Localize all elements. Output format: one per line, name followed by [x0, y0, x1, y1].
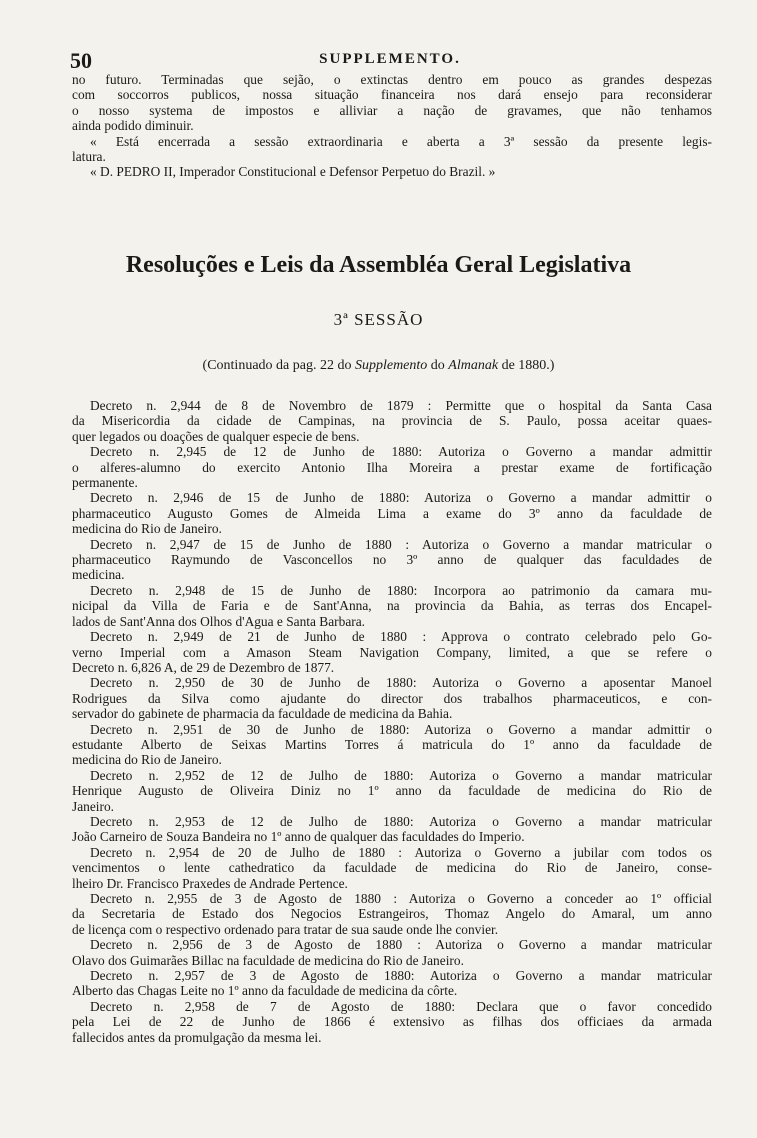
intro-line: no futuro. Terminadas que sejão, o extinctas dentro em pouco as grandes despezas: [72, 72, 712, 87]
decree-entry: [72, 490, 712, 536]
decree-line: Decreto n. 2,946 de 15 de Junho de 1880: Autoriza o Governo a mandar admittir o: [90, 490, 712, 506]
decree-entry: [72, 444, 712, 490]
decree-line: Olavo dos Guimarães Billac na faculdade de medicina do Rio de Janeiro.: [72, 952, 464, 968]
continuation-italic: Supplemento: [354, 358, 428, 373]
decree-line: quer legados ou doações de qualquer especie de bens.: [72, 428, 360, 444]
continuation-note: [0, 358, 757, 374]
decree-entry: [72, 583, 712, 629]
intro-line: ainda podido diminuir.: [72, 118, 194, 134]
decree-line: medicina.: [72, 567, 125, 583]
decree-line: Decreto n. 2,951 de 30 de Junho de 1880: Autoriza o Governo a mandar admittir o: [90, 721, 712, 737]
decree-line: Alberto das Chagas Leite no 1º anno da faculdade de medicina da côrte.: [72, 983, 458, 999]
intro-line: com soccorros publicos, nossa situação financeira nos dará ensejo para reconsiderar: [72, 87, 712, 103]
decree-line: nicipal da Villa de Faria e de Sant'Anna, na provincia da Bahia, as terras dos Encapel-: [72, 598, 712, 614]
decree-line: pela Lei de 22 de Junho de 1866 é extensivo as filhas dos officiaes da armada: [72, 1014, 712, 1030]
decree-line: Decreto n. 2,957 de 3 de Agosto de 1880: Autoriza o Governo a mandar matricular: [90, 968, 712, 984]
decree-line: João Carneiro de Souza Bandeira no 1º anno de qualquer das faculdades do Imperio.: [72, 829, 525, 845]
decree-line: Decreto n. 2,947 de 15 de Junho de 1880 : Autoriza o Governo a mandar matricular o: [90, 536, 712, 552]
decree-line: Rodrigues da Silva como ajudante do director dos trabalhos pharmaceuticos, e con-: [72, 690, 712, 706]
decree-entry: [72, 537, 712, 583]
decree-line: da Misericordia da cidade de Campinas, na provincia de S. Paulo, possa aceitar quaes-: [72, 413, 712, 429]
decree-entry: [72, 968, 712, 999]
decree-line: Decreto n. 2,950 de 30 de Junho de 1880: Autoriza o Governo a aposentar Manoel: [90, 675, 712, 691]
decree-line: lheiro Dr. Francisco Praxedes de Andrade Pertence.: [72, 875, 348, 891]
decree-line: medicina do Rio de Janeiro.: [72, 521, 222, 537]
running-head: SUPPLEMENTO.: [319, 51, 461, 67]
section-title: Resoluções e Leis da Assembléa Geral Legislativa: [125, 252, 632, 278]
continuation-part: (Continuado da pag. 22 do: [202, 358, 355, 373]
decree-line: pharmaceutico Raymundo de Vasconcellos no 3º anno de qualquer das faculdades de: [72, 552, 712, 568]
decree-line: medicina do Rio de Janeiro.: [72, 752, 222, 768]
decree-line: o alferes-alumno do exercito Antonio Ilha Moreira a prestar exame de fortificação: [72, 459, 712, 475]
decree-entry: [72, 398, 712, 444]
intro-line: o nosso systema de impostos e alliviar a nação de gravames, que não tenhamos: [72, 102, 712, 118]
intro-line: « Está encerrada a sessão extraordinaria e aberta a 3ª sessão da presente legis-: [90, 133, 712, 149]
intro-line: « D. PEDRO II, Imperador Constitucional e Defensor Perpetuo do Brazil. »: [90, 164, 496, 180]
decree-line: Decreto n. 2,944 de 8 de Novembro de 1879 : Permitte que o hospital da Santa Casa: [90, 398, 712, 413]
continuation-part: de 1880.): [498, 358, 555, 373]
decree-line: permanente.: [72, 475, 138, 491]
page-header: [70, 48, 710, 73]
decree-line: Decreto n. 2,958 de 7 de Agosto de 1880: Declara que o favor concedido: [90, 998, 712, 1014]
decree-entry: [72, 845, 712, 891]
decree-line: pharmaceutico Augusto Gomes de Almeida Lima a exame do 3º anno da faculdade de: [72, 505, 712, 521]
continuation-italic: Almanak: [448, 358, 499, 373]
decree-line: Decreto n. 2,956 de 3 de Agosto de 1880 : Autoriza o Governo a mandar matricular: [90, 937, 712, 953]
decree-line: da Secretaria de Estado dos Negocios Estrangeiros, Thomaz Angelo do Amaral, um anno: [72, 906, 712, 922]
decree-line: verno Imperial com a Amason Steam Navigation Company, limited, a que se refere o: [72, 644, 712, 660]
decree-line: Decreto n. 2,955 de 3 de Agosto de 1880 : Autoriza o Governo a conceder ao 1º official: [90, 891, 712, 906]
decree-entry: [72, 675, 712, 721]
decree-line: lados de Sant'Anna dos Olhos d'Agua e Santa Barbara.: [72, 613, 366, 629]
decree-line: fallecidos antes da promulgação da mesma lei.: [72, 1029, 322, 1045]
intro-line: latura.: [72, 149, 106, 165]
decree-entry: [72, 768, 712, 814]
decree-line: de licença com o respectivo ordenado para tratar de sua saude onde lhe convier.: [72, 921, 499, 937]
decree-line: Janeiro.: [72, 798, 115, 814]
decree-line: Decreto n. 2,954 de 20 de Julho de 1880 : Autoriza o Governo a jubilar com todos os: [90, 844, 712, 860]
page-number: 50: [70, 48, 92, 73]
decree-line: Decreto n. 6,826 A, de 29 de Dezembro de 1877.: [72, 659, 335, 675]
decree-entry: [72, 629, 712, 675]
decree-entry: [72, 814, 712, 845]
intro-text: [72, 72, 712, 180]
decree-entry: [72, 891, 712, 937]
decree-line: Decreto n. 2,945 de 12 de Junho de 1880: Autoriza o Governo a mandar admittir: [90, 444, 712, 460]
decree-line: Decreto n. 2,953 de 12 de Julho de 1880: Autoriza o Governo a mandar matricular: [90, 813, 712, 829]
decree-line: servador do gabinete de pharmacia da faculdade de medicina da Bahia.: [72, 706, 453, 722]
decree-line: vencimentos o lente cathedratico da faculdade de medicina do Rio de Janeiro, conse-: [72, 860, 712, 876]
continuation-part: do: [427, 358, 449, 373]
session-title: 3ª SESSÃO: [333, 310, 424, 329]
decree-line: estudante Alberto de Seixas Martins Torres á matricula do 1º anno da faculdade de: [72, 736, 712, 752]
decree-entry: [72, 999, 712, 1045]
decree-line: Decreto n. 2,949 de 21 de Junho de 1880 : Approva o contrato celebrado pelo Go-: [90, 629, 712, 645]
decree-entry: [72, 722, 712, 768]
decree-line: Decreto n. 2,952 de 12 de Julho de 1880: Autoriza o Governo a mandar matricular: [90, 767, 712, 783]
decree-entry: [72, 937, 712, 968]
decree-list: [72, 398, 712, 1045]
decree-line: Henrique Augusto de Oliveira Diniz no 1º anno da faculdade de medicina do Rio de: [72, 783, 712, 799]
decree-line: Decreto n. 2,948 de 15 de Junho de 1880: Incorpora ao patrimonio da camara mu-: [90, 582, 712, 598]
